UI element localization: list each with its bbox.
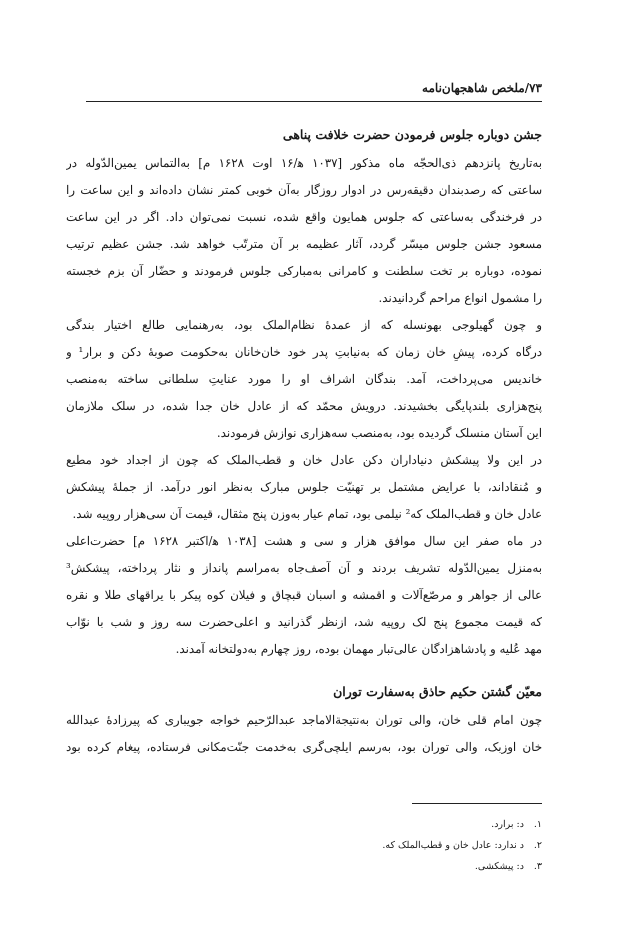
section-heading-2: معیّن گشتن حکیم حاذق به‌سفارت توران [333,684,542,699]
paragraph [66,447,542,528]
text-line: این آستان منسلک گردیده بود، به‌منصب سه‌هزاری نوازش فرمودند. [216,426,542,440]
footnote [86,856,542,877]
page-body [66,124,542,761]
text-line: در این ولا پیشکش دنیاداران دکن عادل خان و قطب‌الملک که چون از اجداد خود مطیع [66,453,542,467]
footnote-number: ۲. [533,840,542,851]
text-line: خان اوزبک، والی توران بود، به‌رسم ایلچی‌گری به‌خدمت جنّت‌مکانی فرستاده، پیغام کرده بود [66,740,542,754]
footnotes [86,814,542,877]
text-line: نموده، دوباره بر تخت سلطنت و کامرانی به‌مبارکی جلوس فرمودند و حضّار آن بزم خجسته [66,264,542,278]
running-header: ۷۳/ملخص شاهجهان‌نامه [422,81,542,95]
text-line: به‌تاریخ پانزدهم ذی‌الحجّه ماه مذکور [۱۰۳۷ ه‍/۱۶ اوت ۱۶۲۸ م] به‌التماس یمین‌الدّوله در [66,156,542,170]
section-2-text [66,707,542,761]
footnote-text: د: پیشکشی. [474,861,524,872]
header-rule [86,101,542,102]
text-line: مسعود جشن جلوس میسّر گردد، آثار عظیمه بر آن مترتّب خواهد شد. جشن عظیم ترتیب [66,237,542,251]
text-line: در فرخندگی به‌ساعتی که جلوس همایون واقع شده، نسبت نمی‌توان داد. اگر در این ساعت [66,210,542,224]
footnote [86,814,542,835]
text-line: به‌منزل یمین‌الدّوله تشریف بردند و آن آصف‌جاه به‌مراسم پانداز و نثار پرداخته، پیشکش³ [66,561,542,575]
footnote [86,835,542,856]
footnote-number: ۱. [533,819,542,830]
text-line: ساعتی که رصدبندان دقیقه‌رس در ادوار روزگار به‌آن خوبی کمتر نشان داده‌اند و این ساعت را [66,183,542,197]
paragraph [66,150,542,312]
text-line: را مشمول انواع مراحم گردانیدند. [378,291,542,305]
footnote-text: د: برارد. [491,819,524,830]
text-line: چون امام قلی خان، والی توران به‌نتیجةالاماجد عبدالرّحیم خواجه جویباری که پیرزادهٔ عبدالله [66,713,542,727]
text-line: خاندیس می‌پرداخت، آمد. بندگان اشراف او را مورد عنایتِ سلطانی ساخته به‌منصب [66,372,542,386]
footnote-rule [412,803,542,804]
footnote-number: ۳. [533,861,542,872]
paragraph [66,528,542,663]
footnote-text: د ندارد: عادل خان و قطب‌الملک که. [382,840,524,851]
text-line: و مُنقاداند، با عرایض مشتمل بر تهنیّت جلوس مبارک به‌نظر انور درآمد. از جملهٔ پیشکش [66,480,542,494]
text-line: و چون گهیلوجی بهونسله که از عمدهٔ نظام‌الملک بود، به‌رهنمایی طالع اختیار بندگی [66,318,542,332]
text-line: که قیمت مجموع پنج لک روپیه شد، ازنظر گذرانید و اعلی‌حضرت سه روز و شب با نوّاب [66,615,542,629]
text-line: مهد عُلیه و پادشاهزادگان عالی‌تبار مهمان بوده، روز چهارم به‌دولتخانه آمدند. [175,642,542,656]
section-heading: جشن دوباره جلوس فرمودن حضرت خلافت پناهی [282,127,542,142]
text-line: عالی از جواهر و مرصّع‌آلات و اقمشه و اسبان قبچاق و فیلان کوه پیکر با یراقهای طلا و نقره [66,588,542,602]
text-line: درگاه کرده، پیشِ خان زمان که به‌نیابتِ پدر خود خان‌خانان به‌حکومت صوبهٔ دکن و برار¹ و [66,345,542,359]
text-line: عادل خان و قطب‌الملک که² نیلمی بود، تمام عیار به‌وزن پنج مثقال، قیمت آن سی‌هزار روپیه شد. [72,507,542,521]
paragraph [66,312,542,447]
section-1-text [66,150,542,663]
text-line: پنج‌هزاری بلندپایگی بخشیدند. درویش محمّد که از عادل خان جدا شده، در سلک ملازمان [66,399,542,413]
text-line: در ماه صفر این سال موافق هزار و سی و هشت [۱۰۳۸ ه‍/اکتبر ۱۶۲۸ م] حضرت‌اعلی [66,534,542,548]
